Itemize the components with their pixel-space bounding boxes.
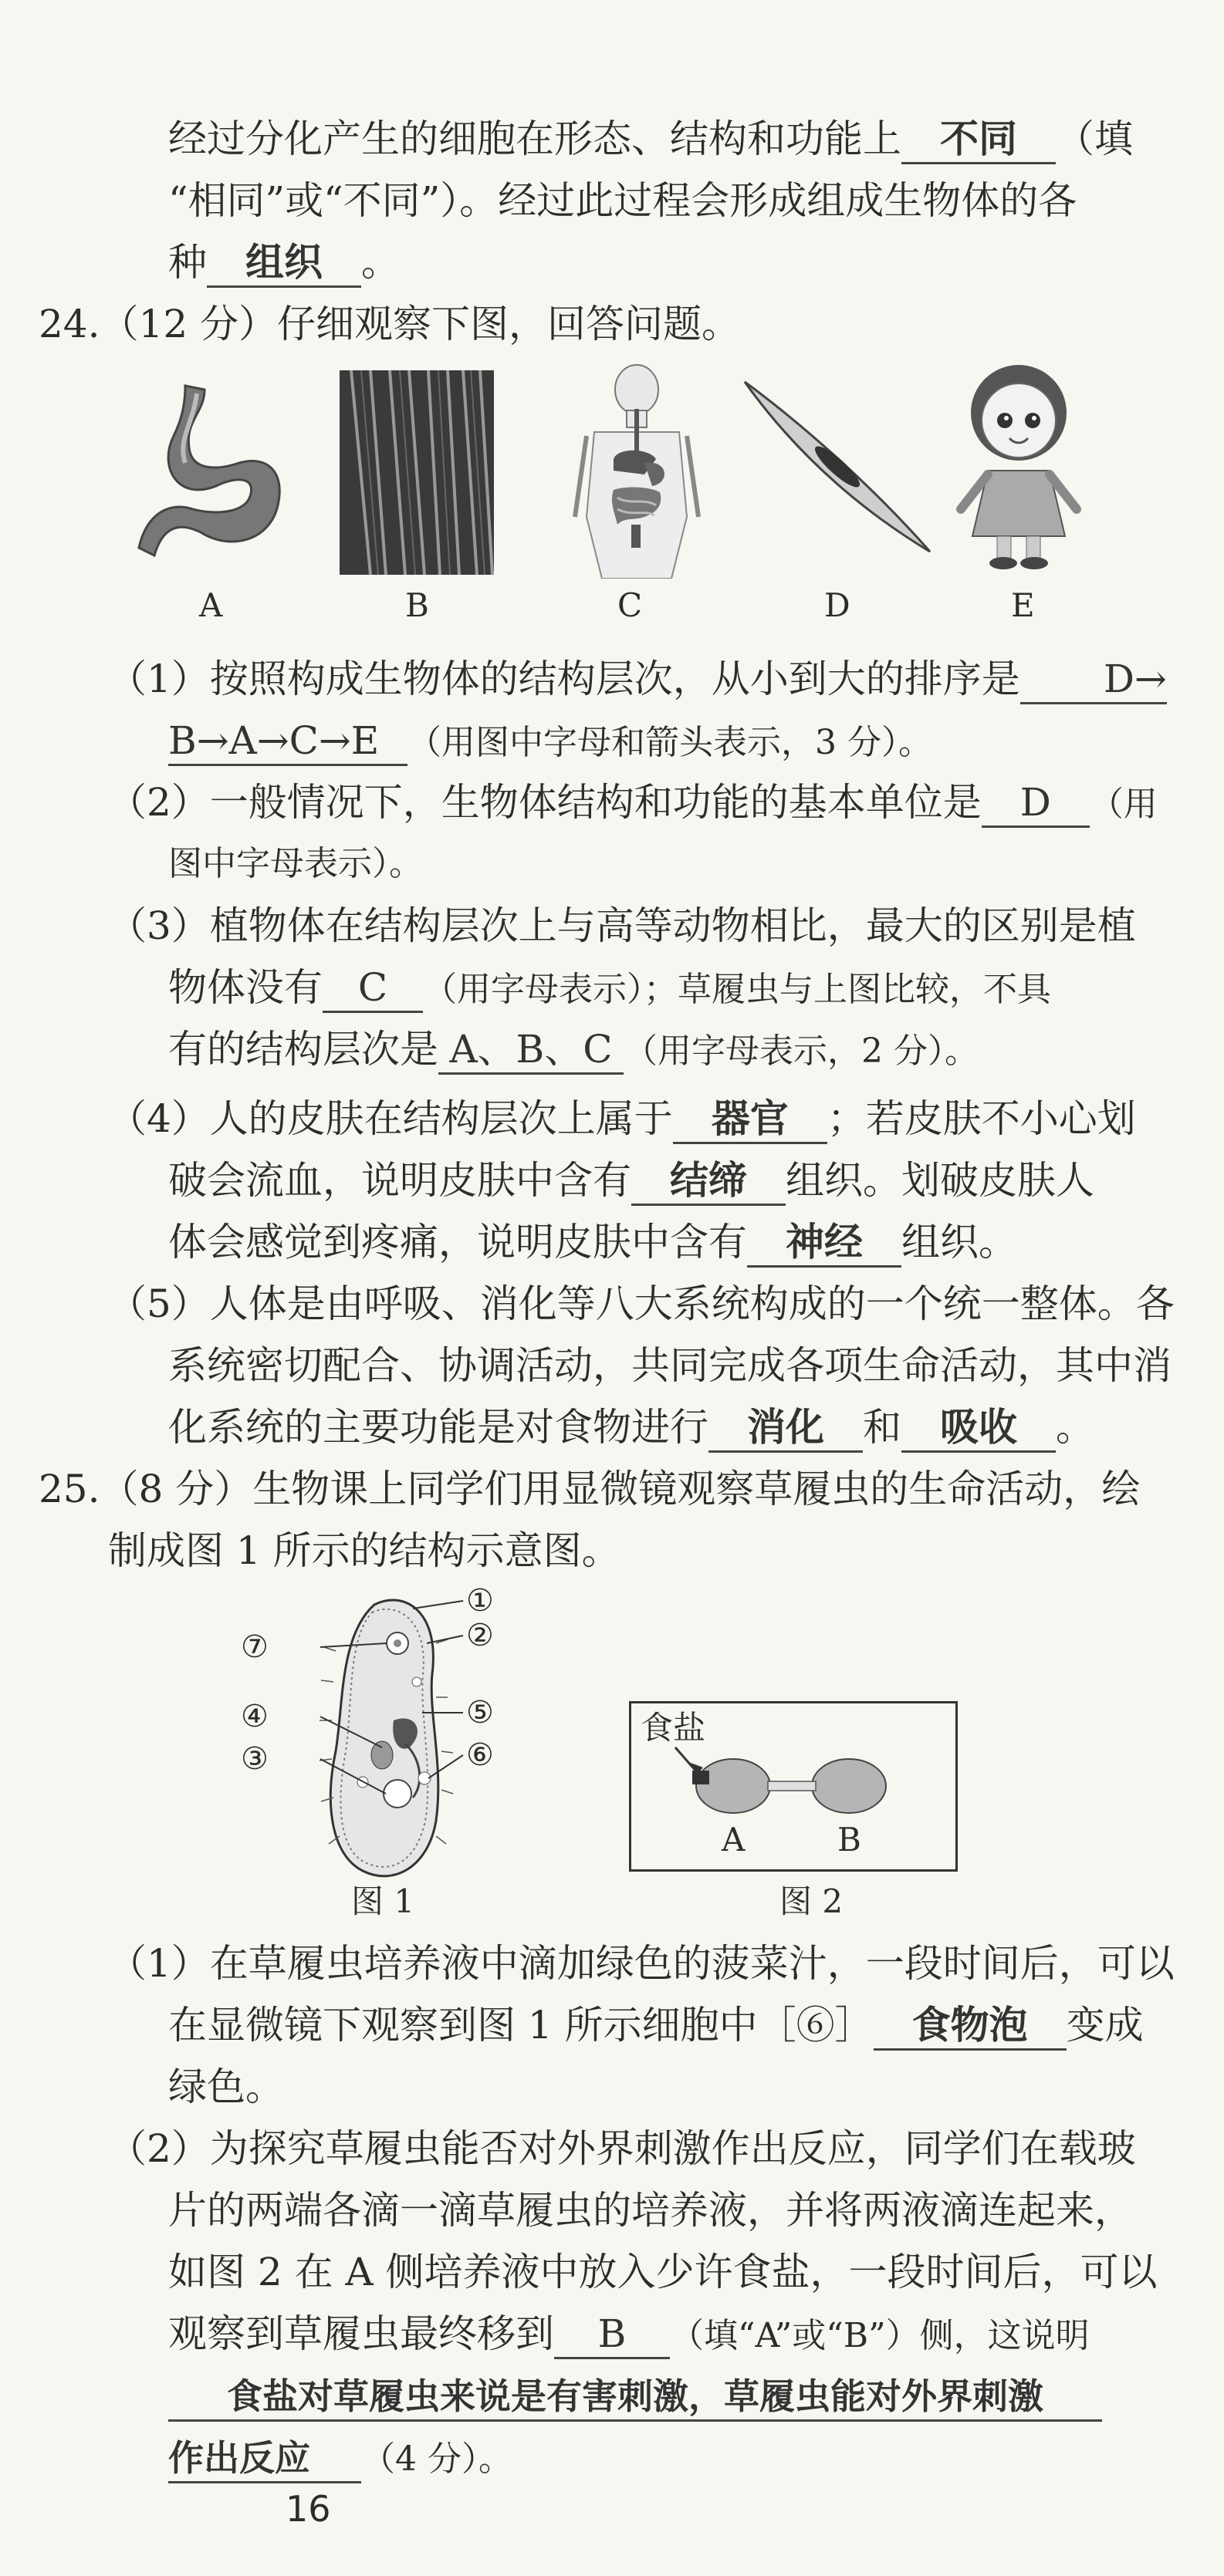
q24-part5-line3: 化系统的主要功能是对食物进行 消化 和 吸收 。 (168, 1404, 1094, 1453)
answer-blank: C (323, 964, 423, 1013)
answer-blank: 器官 (673, 1096, 827, 1144)
answer-blank: B (554, 2311, 670, 2359)
q25-header-line1: 25.（8 分）生物课上同学们用显微镜观察草履虫的生命活动，绘 (39, 1467, 1141, 1511)
q25-header-line2: 制成图 1 所示的结构示意图。 (108, 1528, 620, 1573)
q24-part4-line1: （4）人的皮肤在结构层次上属于 器官 ；若皮肤不小心划 (108, 1096, 1136, 1144)
girl-image (949, 355, 1088, 571)
fig1-caption: 图 1 (351, 1882, 415, 1920)
q24-part3-line3: 有的结构层次是 A、B、C （用字母表示，2 分）。 (168, 1026, 979, 1075)
q25-part1-line3: 绿色。 (168, 2065, 284, 2109)
q24-part4-line3: 体会感觉到疼痛，说明皮肤中含有 神经 组织。 (168, 1219, 1017, 1268)
answer-blank: 组织 (207, 239, 361, 288)
q23-line-1: 经过分化产生的细胞在形态、结构和功能上 不同 （填 (168, 116, 1133, 164)
q25-part2-line5 (168, 2372, 1102, 2422)
fig1-label-5: ⑤ (466, 1695, 494, 1730)
q25-part1-line1: （1）在草履虫培养液中滴加绿色的菠菜汁，一段时间后，可以 (108, 1941, 1175, 1986)
fig1-label-4: ④ (241, 1699, 269, 1734)
human-digestive-system-image (571, 363, 702, 579)
answer-blank: 作出反应 (168, 2435, 361, 2483)
answer-blank: D→ (1020, 656, 1167, 704)
q25-part2-line3: 如图 2 在 A 侧培养液中放入少许食盐，一段时间后，可以 (168, 2250, 1158, 2294)
muscle-cell-image (741, 378, 934, 555)
figure-label-e: E (1011, 586, 1035, 624)
fig1-label-1: ① (466, 1583, 494, 1619)
answer-blank: 食盐对草履虫来说是有害刺激，草履虫能对外界刺激 (168, 2373, 1102, 2422)
answer-blank: 食物泡 (874, 2002, 1067, 2051)
fig1-label-2: ② (466, 1618, 494, 1653)
stomach-image (131, 378, 316, 571)
q24-part2-line1: （2）一般情况下，生物体结构和功能的基本单位是 D （用 (108, 779, 1158, 828)
answer-blank: 不同 (901, 116, 1056, 164)
q25-part2-line1: （2）为探究草履虫能否对外界刺激作出反应，同学们在载玻 (108, 2126, 1136, 2171)
answer-blank: 吸收 (901, 1404, 1056, 1453)
q25-part2-line2: 片的两端各滴一滴草履虫的培养液，并将两液滴连起来， (168, 2188, 1133, 2233)
q23-line-3: 种 组织 。 (168, 239, 400, 288)
q24-part4-line2: 破会流血，说明皮肤中含有 结缔 组织。划破皮肤人 (168, 1157, 1094, 1206)
page-number: 16 (286, 2488, 331, 2530)
q25-part2-line4: 观察到草履虫最终移到 B （填“A”或“B”）侧，这说明 (168, 2311, 1090, 2359)
answer-blank: A、B、C (438, 1026, 624, 1075)
paramecium-diagram (239, 1589, 563, 1890)
fig1-label-3: ③ (241, 1741, 269, 1777)
fig1-label-7: ⑦ (241, 1629, 269, 1665)
answer-blank: 结缔 (631, 1157, 786, 1206)
answer-blank: 神经 (747, 1219, 901, 1268)
figure-label-b: B (405, 586, 429, 624)
answer-blank: 消化 (708, 1404, 863, 1453)
fig2-salt-label: 食盐 (641, 1709, 706, 1747)
q24-part5-line2: 系统密切配合、协调活动，共同完成各项生命活动，其中消 (168, 1343, 1172, 1388)
fig2-label-a: A (722, 1821, 746, 1859)
figure-label-d: D (824, 586, 850, 624)
answer-blank: D (982, 779, 1090, 828)
q23-line-2: “相同”或“不同”）。经过此过程会形成组成生物体的各 (168, 178, 1077, 223)
figure-label-c: C (617, 586, 643, 624)
fig1-label-6: ⑥ (466, 1737, 494, 1773)
fig2-caption: 图 2 (779, 1882, 844, 1920)
q24-part3-line1: （3）植物体在结构层次上与高等动物相比，最大的区别是植 (108, 903, 1136, 948)
q24-part3-line2: 物体没有 C （用字母表示）；草履虫与上图比较，不具 (168, 964, 1051, 1013)
fig2-label-b: B (837, 1821, 861, 1859)
figure-label-a: A (199, 586, 223, 624)
answer-blank: B→A→C→E (168, 717, 407, 766)
q25-part2-line6: 作出反应 （4 分）。 (168, 2434, 512, 2483)
q24-header: 24.（12 分）仔细观察下图，回答问题。 (39, 302, 741, 346)
q24-part2-line2: 图中字母表示）。 (168, 844, 423, 883)
q24-part1-line1: （1）按照构成生物体的结构层次，从小到大的排序是 D→ (108, 656, 1167, 704)
q24-part5-line1: （5）人体是由呼吸、消化等八大系统构成的一个统一整体。各 (108, 1281, 1175, 1326)
muscle-tissue-image (340, 370, 494, 575)
q24-part1-line2: B→A→C→E （用图中字母和箭头表示，3 分）。 (168, 717, 932, 766)
q25-part1-line2: 在显微镜下观察到图 1 所示细胞中［⑥］ 食物泡 变成 (168, 2002, 1144, 2051)
